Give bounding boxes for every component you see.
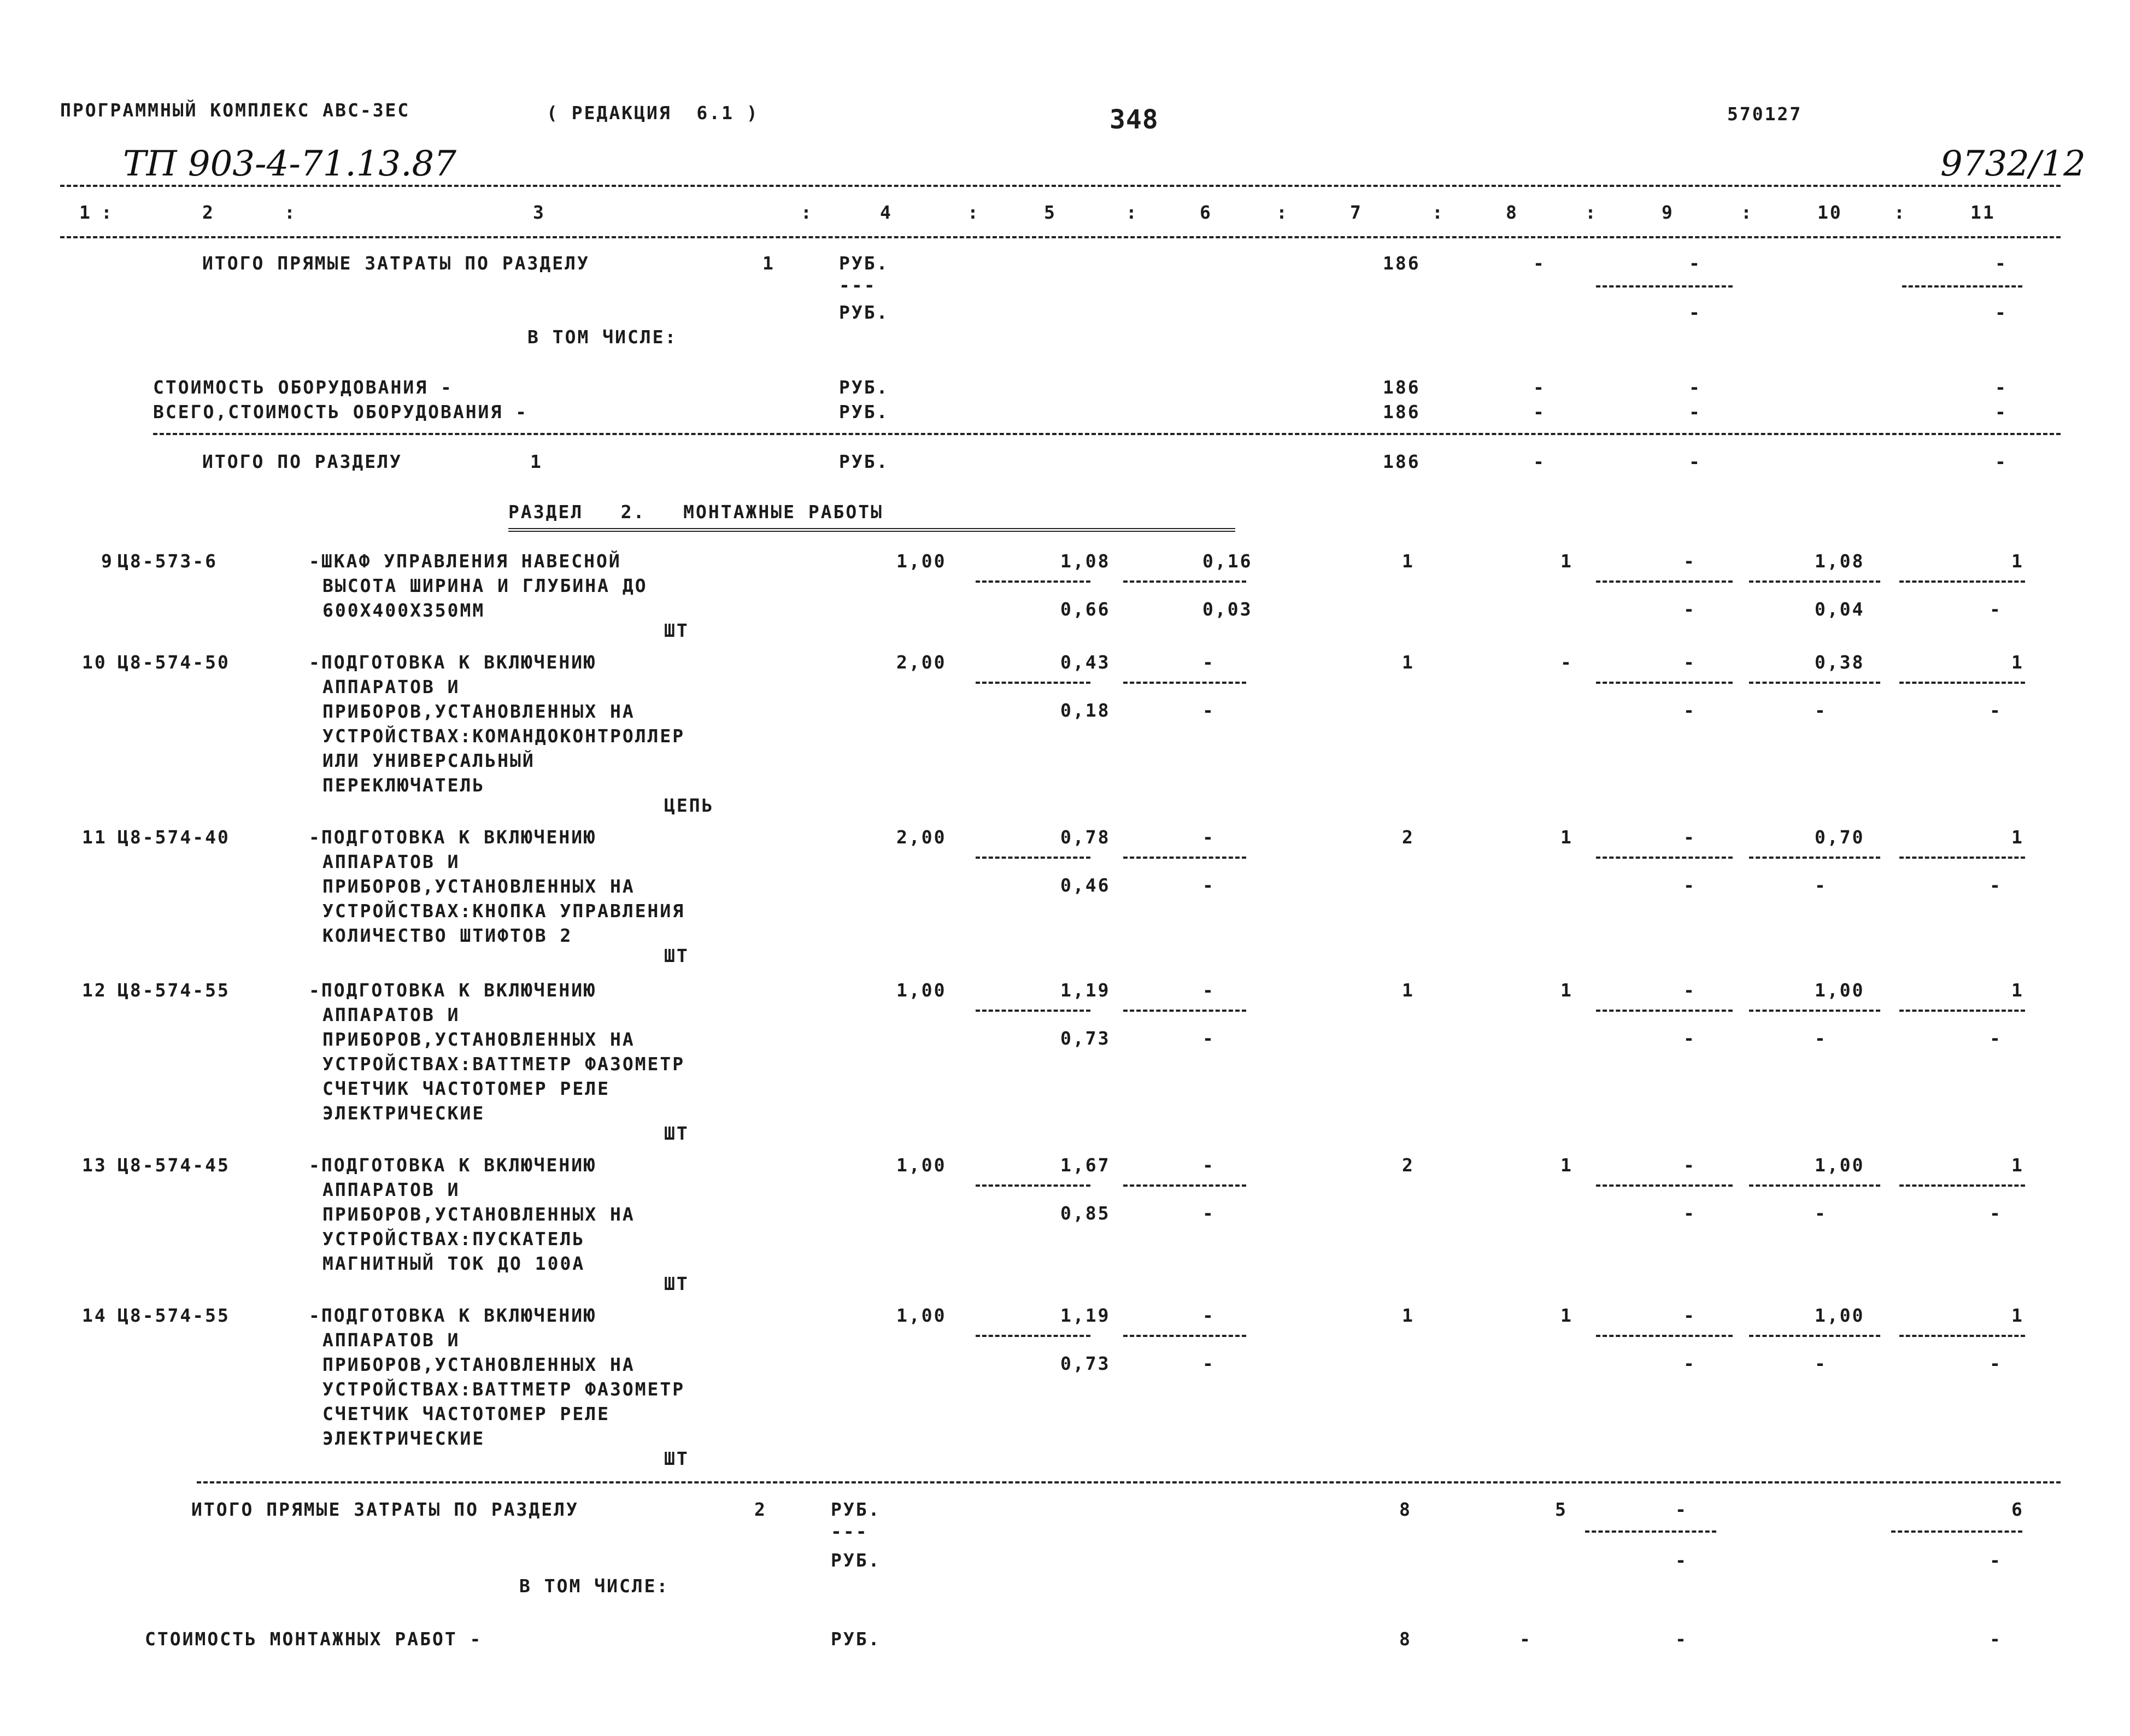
split-rule — [1596, 1184, 1733, 1187]
row-description-line: УСТРОЙСТВАХ:ВАТТМЕТР ФАЗОМЕТР — [322, 1379, 685, 1400]
row-description-line: ВЫСОТА ШИРИНА И ГЛУБИНА ДО — [322, 575, 648, 596]
section-2-heading: РАЗДЕЛ 2. МОНТАЖНЫЕ РАБОТЫ — [508, 501, 884, 523]
col8-value: 1 — [1560, 1305, 1573, 1326]
col7-value: 1 — [1402, 980, 1415, 1001]
col9-wage: - — [1683, 1203, 1696, 1224]
col6-wage: - — [1202, 1028, 1215, 1049]
col9-wage: - — [1683, 1353, 1696, 1374]
split-rule — [1596, 580, 1733, 583]
quantity: 2,00 — [896, 826, 947, 848]
unit-cost: 1,67 — [1060, 1154, 1111, 1176]
col7-value: 1 — [1402, 652, 1415, 673]
row-number: 9 — [101, 550, 114, 572]
col-2: 2 — [202, 202, 215, 223]
split-rule — [976, 1010, 1090, 1012]
col6-value: - — [1202, 980, 1215, 1001]
split-rule — [976, 1335, 1090, 1337]
col10-wage: - — [1815, 875, 1827, 896]
col11-wage: - — [1990, 700, 2002, 721]
rate-code: Ц8-574-40 — [118, 826, 230, 848]
row-description-line: -ПОДГОТОВКА К ВКЛЮЧЕНИЮ — [309, 980, 596, 1001]
row-description-line: 600Х400Х350ММ — [322, 600, 485, 621]
row-number: 13 — [82, 1154, 107, 1176]
split-rule — [1749, 580, 1880, 583]
quantity: 1,00 — [896, 1305, 947, 1326]
unit-label: ШТ — [664, 1273, 689, 1294]
quantity: 2,00 — [896, 652, 947, 673]
page-number: 348 — [1110, 104, 1159, 135]
split-rule — [1123, 580, 1246, 583]
unit-wage: 0,66 — [1060, 599, 1111, 620]
row-description-line: ПРИБОРОВ,УСТАНОВЛЕННЫХ НА — [322, 1204, 635, 1225]
row-description-line: -ПОДГОТОВКА К ВКЛЮЧЕНИЮ — [309, 1305, 596, 1326]
col11-value: 1 — [2011, 1305, 2024, 1326]
rule — [60, 236, 2061, 238]
handwritten-project-number: ТП 903-4-71.13.87 — [123, 144, 456, 184]
unit-cost: 0,43 — [1060, 652, 1111, 673]
split-rule — [1596, 857, 1733, 859]
unit-cost: 1,19 — [1060, 1305, 1111, 1326]
total-direct-costs-label: ИТОГО ПРЯМЫЕ ЗАТРАТЫ ПО РАЗДЕЛУ — [202, 253, 590, 274]
row-number: 14 — [82, 1305, 107, 1326]
col-6: 6 — [1200, 202, 1212, 223]
col10-value: 0,38 — [1815, 652, 1865, 673]
col-7: 7 — [1350, 202, 1363, 223]
split-rule — [1596, 682, 1733, 684]
row-description-line: УСТРОЙСТВАХ:КОМАНДОКОНТРОЛЛЕР — [322, 725, 685, 747]
col6-wage: 0,03 — [1202, 599, 1253, 620]
col6-value: - — [1202, 652, 1215, 673]
col7-value: 1 — [1402, 550, 1415, 572]
unit-label: ШТ — [664, 620, 689, 641]
col11-wage: - — [1990, 1353, 2002, 1374]
split-rule — [976, 580, 1090, 583]
col11-value: 1 — [2011, 1154, 2024, 1176]
col9-value: - — [1683, 826, 1696, 848]
col7-value: 2 — [1402, 826, 1415, 848]
split-rule — [1123, 1010, 1246, 1012]
heading-underline — [508, 528, 1235, 532]
rule — [60, 185, 2061, 187]
rule — [153, 433, 2061, 435]
col-4: 4 — [880, 202, 893, 223]
section-total-label: ИТОГО ПО РАЗДЕЛУ — [202, 451, 402, 472]
row-description-line: ПРИБОРОВ,УСТАНОВЛЕННЫХ НА — [322, 701, 635, 722]
split-rule — [1899, 682, 2025, 684]
col11-wage: - — [1990, 1028, 2002, 1049]
col10-wage: - — [1815, 1353, 1827, 1374]
col10-wage: - — [1815, 1203, 1827, 1224]
col8-value: 1 — [1560, 826, 1573, 848]
split-rule — [1596, 1335, 1733, 1337]
col8-value: - — [1560, 652, 1573, 673]
col11-value: 1 — [2011, 980, 2024, 1001]
row-description-line: ПРИБОРОВ,УСТАНОВЛЕННЫХ НА — [322, 1354, 635, 1375]
split-rule — [976, 857, 1090, 859]
col6-value: - — [1202, 1154, 1215, 1176]
row-description-line: ИЛИ УНИВЕРСАЛЬНЫЙ — [322, 750, 535, 771]
row-description-line: ПРИБОРОВ,УСТАНОВЛЕННЫХ НА — [322, 876, 635, 897]
row-description-line: -ПОДГОТОВКА К ВКЛЮЧЕНИЮ — [309, 1154, 596, 1176]
split-rule — [1749, 1335, 1880, 1337]
including-label: В ТОМ ЧИСЛЕ: — [527, 326, 678, 348]
col6-wage: - — [1202, 1353, 1215, 1374]
split-rule — [1899, 1184, 2025, 1187]
col6-value: - — [1202, 826, 1215, 848]
col9-value: - — [1683, 652, 1696, 673]
row-description-line: ЭЛЕКТРИЧЕСКИЕ — [322, 1102, 485, 1124]
equipment-cost-label: СТОИМОСТЬ ОБОРУДОВАНИЯ - — [153, 377, 453, 398]
document-code: 570127 — [1727, 103, 1803, 125]
row-description-line: УСТРОЙСТВАХ:ПУСКАТЕЛЬ — [322, 1228, 585, 1250]
row-description-line: АППАРАТОВ И — [322, 1004, 460, 1025]
row-number: 12 — [82, 980, 107, 1001]
row-description-line: СЧЕТЧИК ЧАСТОТОМЕР РЕЛЕ — [322, 1078, 610, 1099]
unit-cost: 0,78 — [1060, 826, 1111, 848]
edition: ( РЕДАКЦИЯ 6.1 ) — [547, 102, 759, 124]
split-rule — [1123, 1184, 1246, 1187]
col9-value: - — [1683, 1305, 1696, 1326]
row-number: 10 — [82, 652, 107, 673]
col6-wage: - — [1202, 1203, 1215, 1224]
col10-value: 1,00 — [1815, 980, 1865, 1001]
split-rule — [1749, 857, 1880, 859]
col-5: 5 — [1044, 202, 1057, 223]
col9-wage: - — [1683, 700, 1696, 721]
col8-value: 1 — [1560, 980, 1573, 1001]
total-equipment-cost-label: ВСЕГО,СТОИМОСТЬ ОБОРУДОВАНИЯ - — [153, 401, 529, 423]
col11-wage: - — [1990, 599, 2002, 620]
total-direct-costs-label: ИТОГО ПРЯМЫЕ ЗАТРАТЫ ПО РАЗДЕЛУ — [191, 1499, 579, 1520]
col10-value: 1,08 — [1815, 550, 1865, 572]
unit-wage: 0,73 — [1060, 1028, 1111, 1049]
col9-wage: - — [1683, 599, 1696, 620]
col8-value: 1 — [1560, 1154, 1573, 1176]
unit-wage: 0,46 — [1060, 875, 1111, 896]
col11-value: 1 — [2011, 826, 2024, 848]
col-3: 3 — [533, 202, 545, 223]
col11-wage: - — [1990, 875, 2002, 896]
col7-value: 2 — [1402, 1154, 1415, 1176]
rate-code: Ц8-574-50 — [118, 652, 230, 673]
split-rule — [1123, 857, 1246, 859]
col-9: 9 — [1662, 202, 1674, 223]
rate-code: Ц8-574-55 — [118, 1305, 230, 1326]
unit-wage: 0,73 — [1060, 1353, 1111, 1374]
row-description-line: ПРИБОРОВ,УСТАНОВЛЕННЫХ НА — [322, 1029, 635, 1050]
col11-value: 1 — [2011, 550, 2024, 572]
col6-wage: - — [1202, 700, 1215, 721]
split-rule — [1749, 1010, 1880, 1012]
col10-wage: 0,04 — [1815, 599, 1865, 620]
unit-wage: 0,18 — [1060, 700, 1111, 721]
unit-label: ШТ — [664, 1123, 689, 1144]
col9-value: - — [1683, 1154, 1696, 1176]
row-description-line: АППАРАТОВ И — [322, 1179, 460, 1200]
split-rule — [1596, 1010, 1733, 1012]
split-rule — [1123, 682, 1246, 684]
col-11: 11 — [1970, 202, 1996, 223]
split-rule — [1749, 682, 1880, 684]
row-description-line: АППАРАТОВ И — [322, 851, 460, 872]
unit-label: ШТ — [664, 945, 689, 966]
rate-code: Ц8-574-45 — [118, 1154, 230, 1176]
col10-value: 1,00 — [1815, 1154, 1865, 1176]
unit-cost: 1,08 — [1060, 550, 1111, 572]
col-10: 10 — [1817, 202, 1843, 223]
col10-value: 0,70 — [1815, 826, 1865, 848]
row-description-line: АППАРАТОВ И — [322, 676, 460, 697]
split-rule — [976, 1184, 1090, 1187]
col11-wage: - — [1990, 1203, 2002, 1224]
col10-wage: - — [1815, 700, 1827, 721]
quantity: 1,00 — [896, 550, 947, 572]
row-description-line: АППАРАТОВ И — [322, 1329, 460, 1351]
col9-wage: - — [1683, 875, 1696, 896]
split-rule — [1749, 1184, 1880, 1187]
col7-value: 1 — [1402, 1305, 1415, 1326]
unit-label: ШТ — [664, 1448, 689, 1469]
col6-value: - — [1202, 1305, 1215, 1326]
row-description-line: ПЕРЕКЛЮЧАТЕЛЬ — [322, 775, 485, 796]
rate-code: Ц8-573-6 — [118, 550, 218, 572]
col9-value: - — [1683, 980, 1696, 1001]
row-description-line: УСТРОЙСТВАХ:КНОПКА УПРАВЛЕНИЯ — [322, 900, 685, 922]
handwritten-sheet-number: 9732/12 — [1940, 144, 2086, 184]
installation-cost-label: СТОИМОСТЬ МОНТАЖНЫХ РАБОТ - — [145, 1628, 483, 1650]
row-description-line: -ПОДГОТОВКА К ВКЛЮЧЕНИЮ — [309, 652, 596, 673]
quantity: 1,00 — [896, 980, 947, 1001]
unit-label: ЦЕПЬ — [664, 795, 714, 816]
rule — [197, 1481, 2061, 1483]
split-rule — [1899, 1010, 2025, 1012]
split-rule — [1899, 857, 2025, 859]
row-number: 11 — [82, 826, 107, 848]
split-rule — [1899, 580, 2025, 583]
col10-wage: - — [1815, 1028, 1827, 1049]
col-8: 8 — [1506, 202, 1518, 223]
program-name: ПРОГРАММНЫЙ КОМПЛЕКС АВС-3ЕС — [60, 99, 410, 121]
unit-wage: 0,85 — [1060, 1203, 1111, 1224]
col8-value: 1 — [1560, 550, 1573, 572]
row-description-line: -ШКАФ УПРАВЛЕНИЯ НАВЕСНОЙ — [309, 550, 621, 572]
row-description-line: УСТРОЙСТВАХ:ВАТТМЕТР ФАЗОМЕТР — [322, 1053, 685, 1075]
col6-wage: - — [1202, 875, 1215, 896]
row-description-line: -ПОДГОТОВКА К ВКЛЮЧЕНИЮ — [309, 826, 596, 848]
split-rule — [1899, 1335, 2025, 1337]
col11-value: 1 — [2011, 652, 2024, 673]
col-1: 1 — [79, 202, 92, 223]
including-label: В ТОМ ЧИСЛЕ: — [519, 1575, 670, 1597]
col6-value: 0,16 — [1202, 550, 1253, 572]
row-description-line: СЧЕТЧИК ЧАСТОТОМЕР РЕЛЕ — [322, 1403, 610, 1424]
col10-value: 1,00 — [1815, 1305, 1865, 1326]
row-description-line: ЭЛЕКТРИЧЕСКИЕ — [322, 1428, 485, 1449]
split-rule — [1123, 1335, 1246, 1337]
quantity: 1,00 — [896, 1154, 947, 1176]
row-description-line: КОЛИЧЕСТВО ШТИФТОВ 2 — [322, 925, 573, 946]
col9-value: - — [1683, 550, 1696, 572]
split-rule — [976, 682, 1090, 684]
unit-cost: 1,19 — [1060, 980, 1111, 1001]
row-description-line: МАГНИТНЫЙ ТОК ДО 100А — [322, 1253, 585, 1274]
rate-code: Ц8-574-55 — [118, 980, 230, 1001]
col9-wage: - — [1683, 1028, 1696, 1049]
